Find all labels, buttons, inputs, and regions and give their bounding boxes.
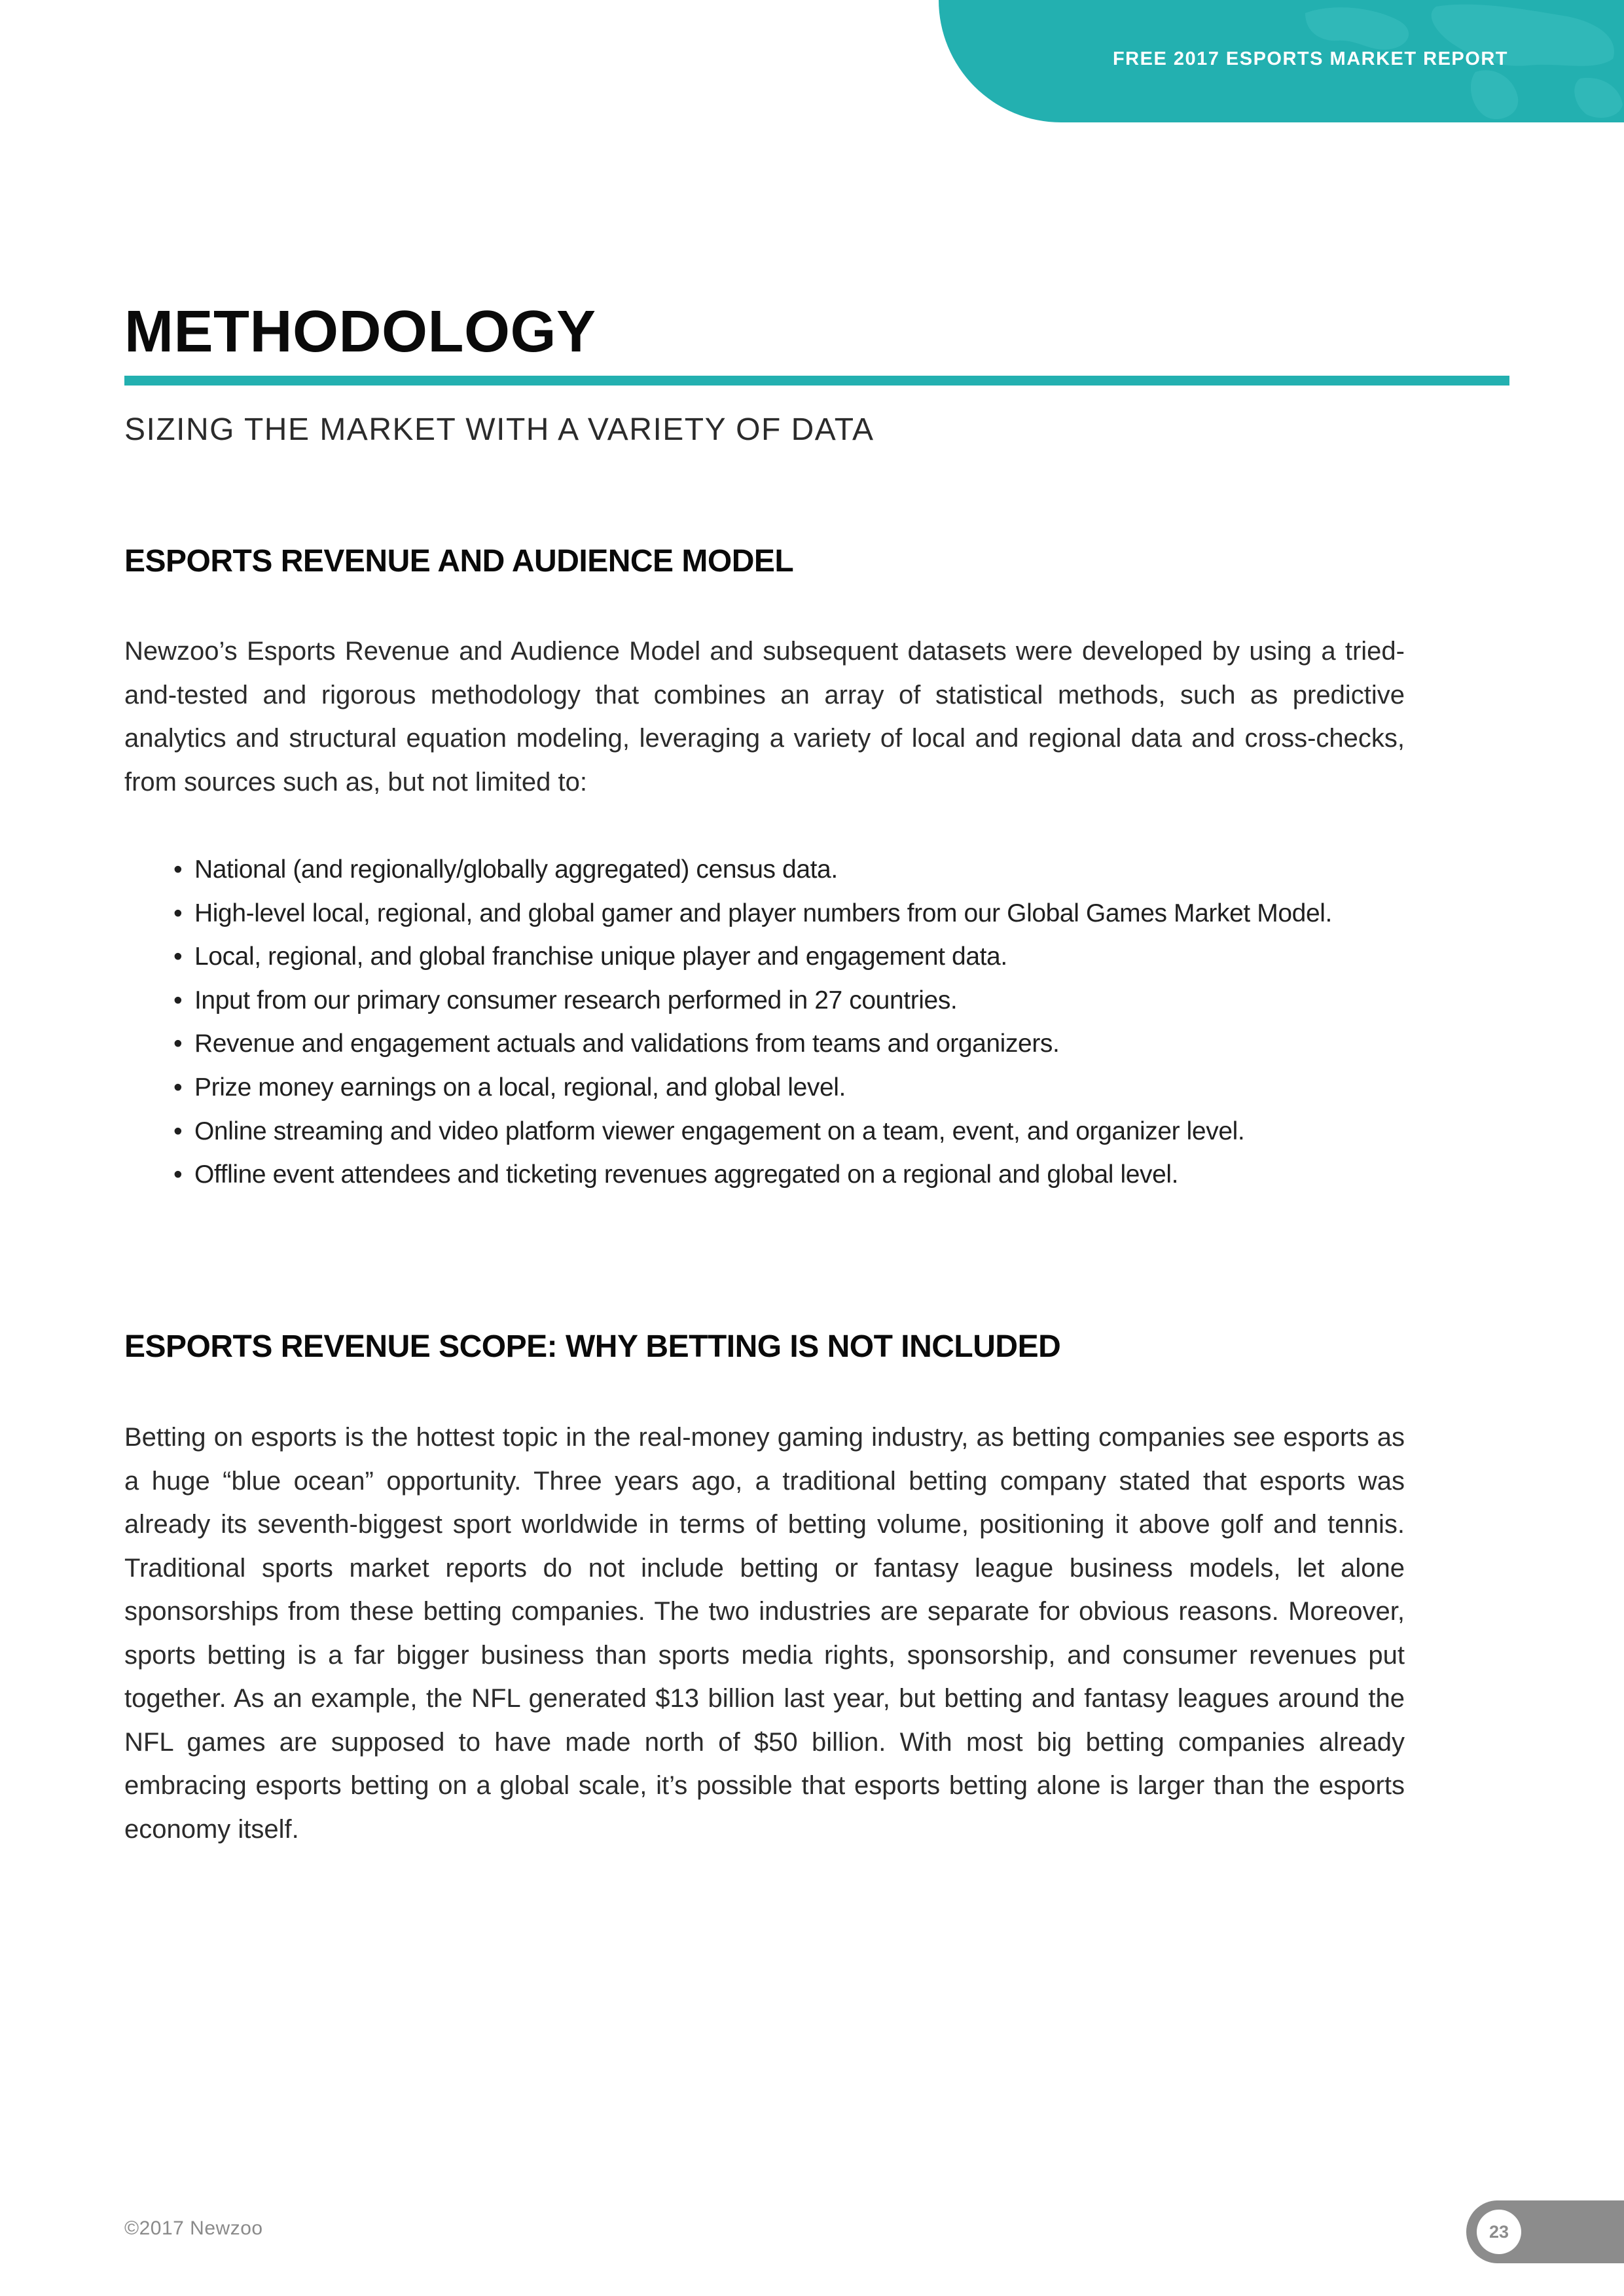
bullet-icon: •: [173, 1073, 183, 1102]
data-sources-list: [173, 848, 1417, 1197]
title-divider: [124, 376, 1509, 386]
list-item: • Revenue and engagement actuals and validations from teams and organizers.: [173, 1022, 1417, 1066]
section-heading-betting-scope: ESPORTS REVENUE SCOPE: WHY BETTING IS NOT INCLUDED: [124, 1329, 1061, 1364]
list-item: • High-level local, regional, and global gamer and player numbers from our Global Games Market Model.: [173, 892, 1417, 936]
bullet-icon: •: [173, 899, 183, 927]
section-paragraph-betting-scope: Betting on esports is the hottest topic in the real-money gaming industry, as betting companies see esports as a huge “blue ocean” opportunity. Three years ago, a traditional betting company stated that esports was already its seventh-biggest sport worldwide in terms of betting volume, positioning it above golf and tennis. Traditional sports market reports do not include betting or fantasy league business models, let alone sponsorships from these betting companies. The two industries are separate for obvious reasons. Moreover, sports betting is a far bigger business than sports media rights, sponsorship, and consumer revenues put together. As an example, the NFL generated $13 billion last year, but betting and fantasy leagues around the NFL games are supposed to have made north of $50 billion. With most big betting companies already embracing esports betting on a global scale, it’s possible that esports betting alone is larger than the esports economy itself.: [124, 1423, 1405, 1844]
list-item: • National (and regionally/globally aggregated) census data.: [173, 848, 1417, 892]
page-title: METHODOLOGY: [124, 299, 596, 365]
list-item: • Prize money earnings on a local, regional, and global level.: [173, 1066, 1417, 1110]
section-heading-revenue-model: ESPORTS REVENUE AND AUDIENCE MODEL: [124, 544, 794, 579]
bullet-icon: •: [173, 1160, 183, 1189]
list-item: • Local, regional, and global franchise unique player and engagement data.: [173, 935, 1417, 979]
bullet-icon: •: [173, 855, 183, 884]
header-tab: [939, 0, 1624, 122]
list-item: • Input from our primary consumer research performed in 27 countries.: [173, 979, 1417, 1023]
bullet-icon: •: [173, 1117, 183, 1145]
bullet-icon: •: [173, 1030, 183, 1058]
list-item: • Offline event attendees and ticketing revenues aggregated on a regional and global level.: [173, 1153, 1417, 1197]
report-label: FREE 2017 ESPORTS MARKET REPORT: [1112, 48, 1508, 69]
page-number: 23: [1477, 2210, 1521, 2254]
footer-copyright: ©2017 Newzoo: [124, 2217, 263, 2239]
section-paragraph-revenue-model: Newzoo’s Esports Revenue and Audience Model and subsequent datasets were developed by using a tried-and-tested and rigorous methodology that combines an array of statistical methods, such as predictive analytics and structural equation modeling, leveraging a variety of local and regional data and cross-checks, from sources such as, but not limited to:: [124, 637, 1405, 797]
page-subtitle: SIZING THE MARKET WITH A VARIETY OF DATA: [124, 412, 875, 447]
bullet-icon: •: [173, 942, 183, 971]
bullet-icon: •: [173, 986, 183, 1014]
list-item: • Online streaming and video platform viewer engagement on a team, event, and organizer level.: [173, 1110, 1417, 1154]
